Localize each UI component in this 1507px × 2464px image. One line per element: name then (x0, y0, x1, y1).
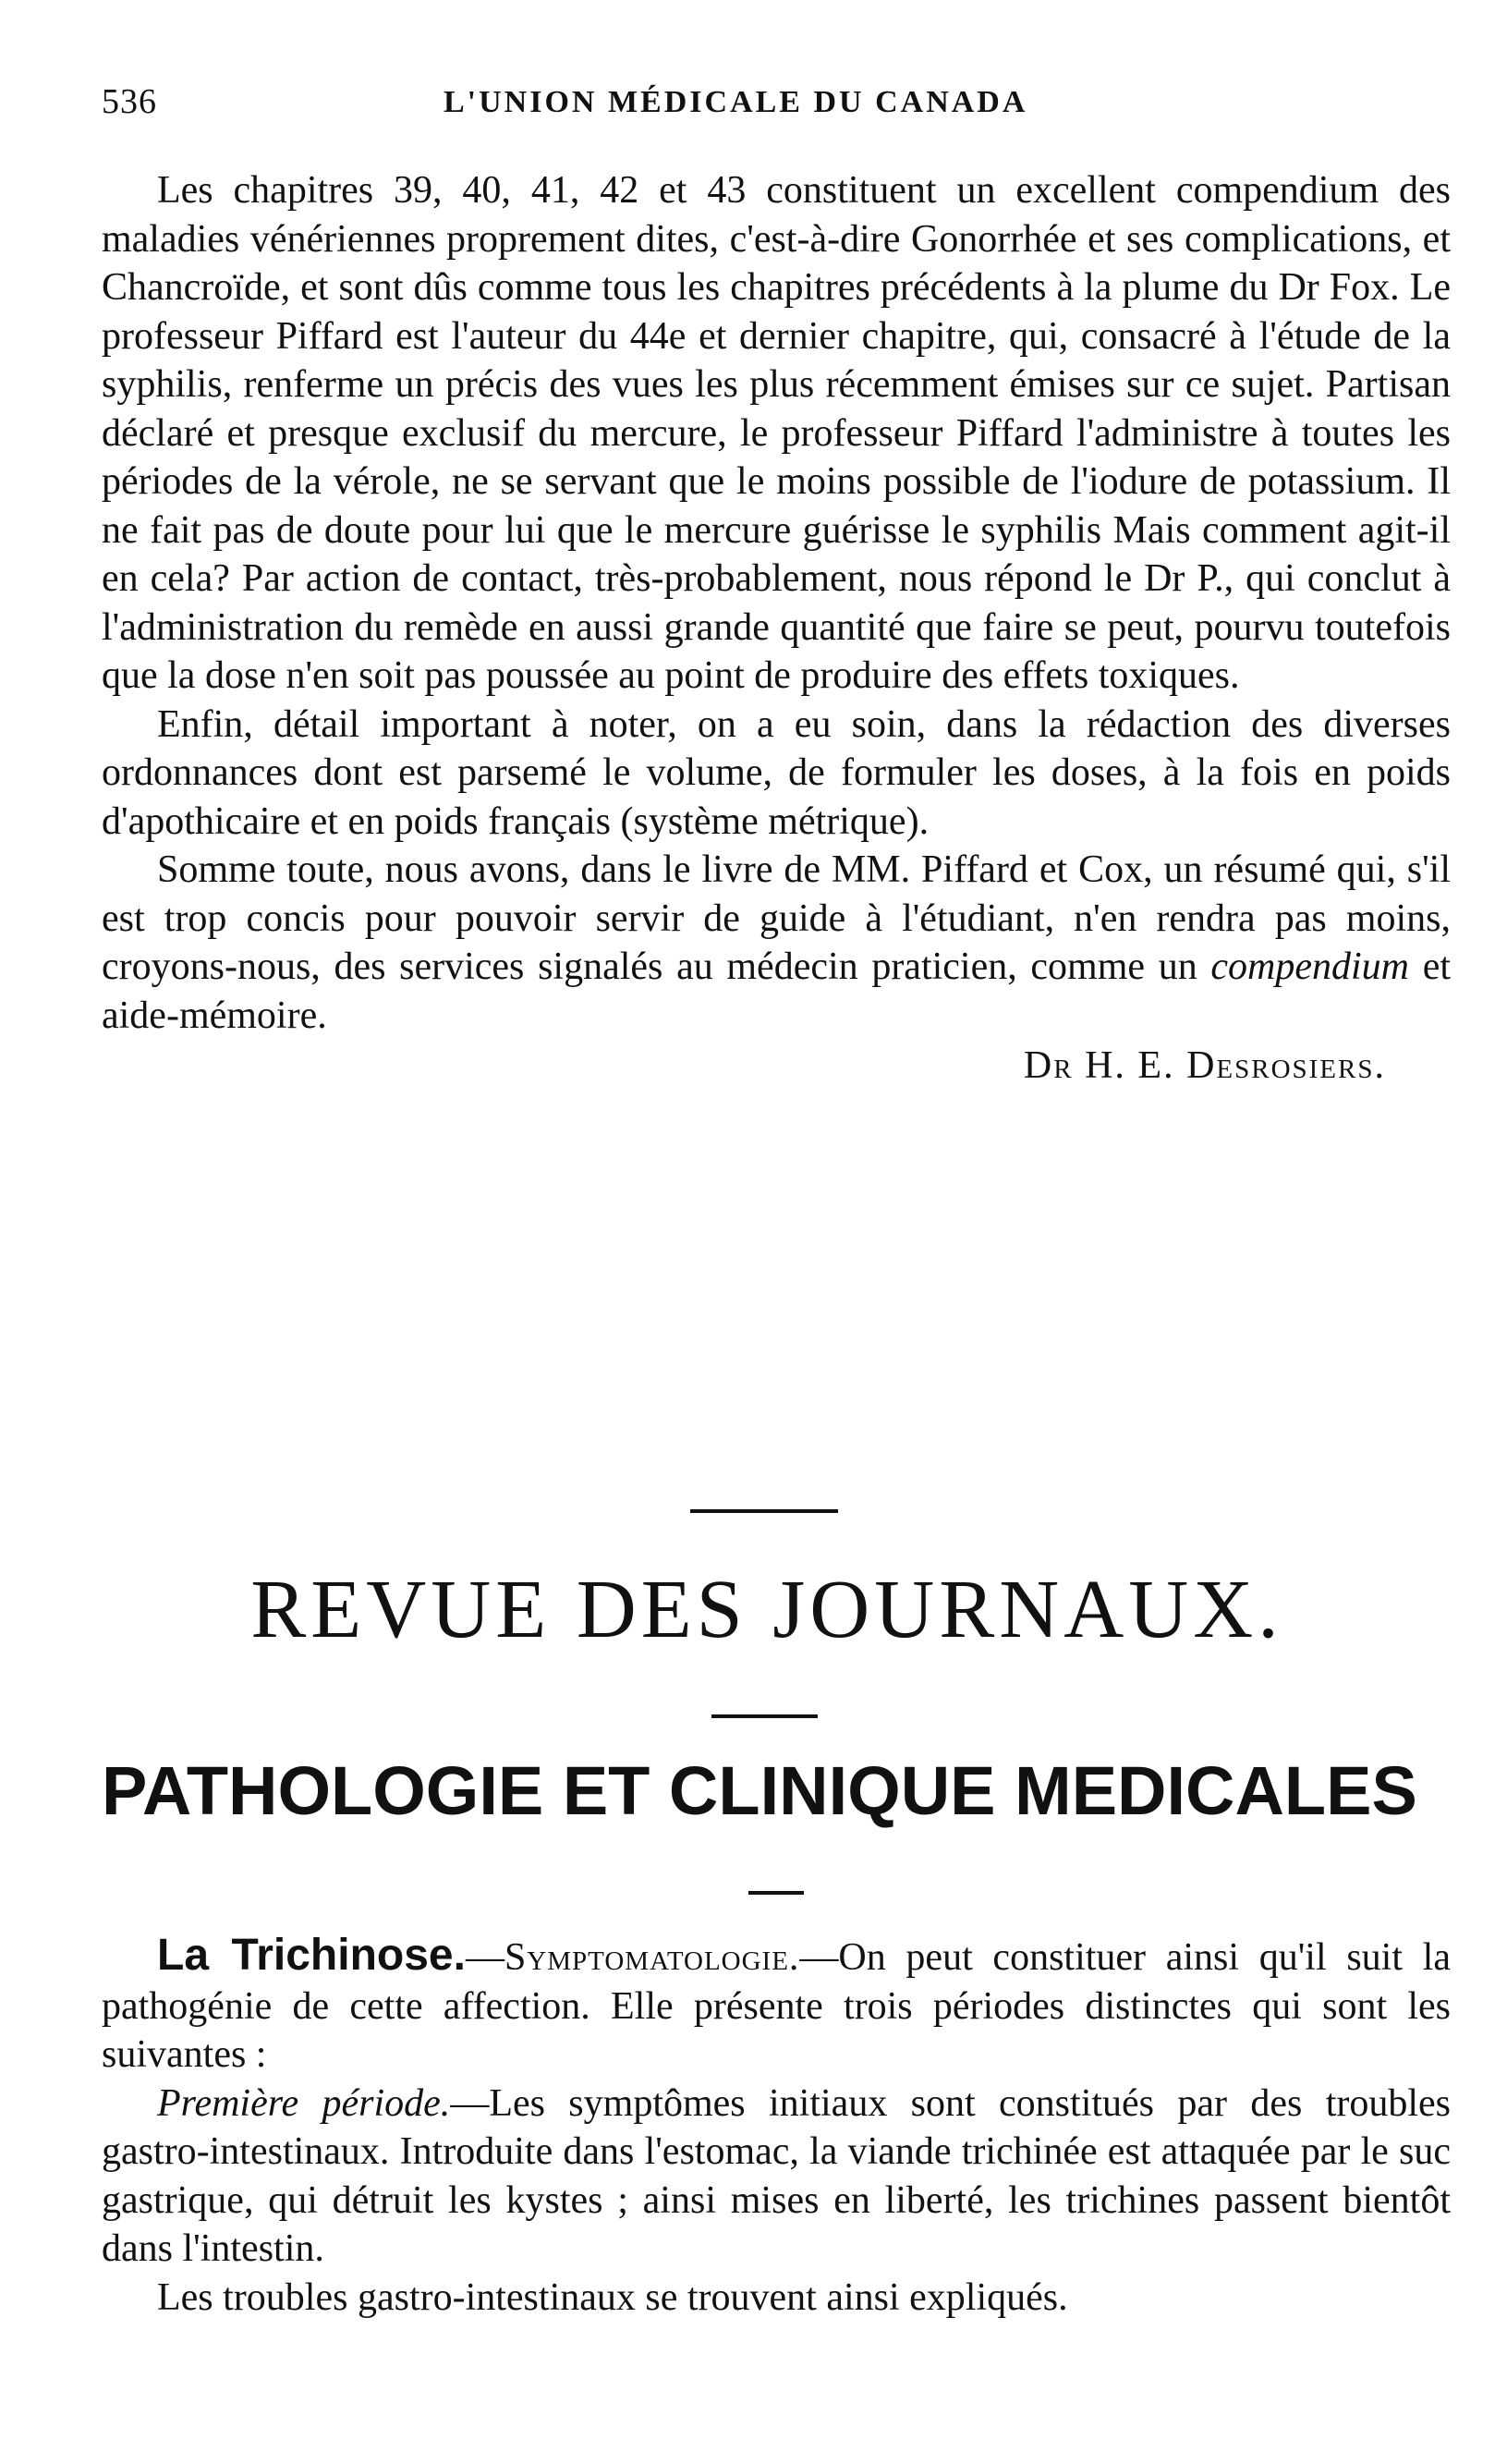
author-signature: Dr H. E. Desrosiers. (1023, 1044, 1386, 1087)
article-text-run: —Les symptômes initiaux sont constitués par des troubles gastro-intestinaux. Introduite dans l'estomac, la viande trichinée est attaquée par le suc gastrique, qui détruit les kystes ; ainsi mises en liberté, les trichines passent bientôt dans l'intestin. (102, 2081, 1452, 2270)
journal-title: L'UNION MÉDICALE DU CANADA (444, 85, 1028, 119)
page-number: 536 (102, 82, 157, 121)
subsection-title: PATHOLOGIE ET CLINIQUE MEDICALES (102, 1752, 1417, 1829)
article-paragraph (102, 1932, 1451, 2080)
em-dash: — (465, 1936, 504, 1979)
article-text (102, 1932, 1451, 2322)
divider-rule (748, 1891, 804, 1895)
article-title: La Trichinose. (157, 1931, 466, 1980)
section-title: REVUE DES JOURNAUX. (250, 1564, 1283, 1655)
article-paragraph (102, 2080, 1451, 2274)
italic-term: compendium (1210, 945, 1410, 988)
period-label: Première période. (157, 2081, 451, 2125)
review-paragraph: Les chapitres 39, 40, 41, 42 et 43 constituent un excellent compendium des maladies vénériennes proprement dites, c'est-à-dire Gonorrhée et ses complications, et Chancroïde, et sont dûs comme tous les chapitres précédents à la plume du Dr Fox. Le professeur Piffard est l'auteur du 44e et dernier chapitre, qui, consacré à l'étude de la syphilis, renferme un précis des vues les plus récemment émises sur ce sujet. Partisan déclaré et presque exclusif du mercure, le professeur Piffard l'administre à toutes les périodes de la vérole, ne se servant que le moins possible de l'iodure de potassium. Il ne fait pas de doute pour lui que le mercure guérisse le syphilis Mais comment agit-il en cela? Par action de contact, très-probablement, nous répond le Dr P., qui conclut à l'administration du remède en aussi grande quantité que faire se peut, pourvu toutefois que la dose n'en soit pas poussée au point de produire des effets toxiques. (102, 169, 1451, 697)
article-subtitle: Symptomatologie. (504, 1936, 800, 1979)
book-review-text (102, 166, 1451, 1091)
running-head (102, 81, 1432, 128)
review-text: et aide-mémoire. (102, 945, 1452, 1037)
review-text: Somme toute, nous avons, dans le livre de MM. Piffard et Cox, un résumé qui, s'il est trop concis pour pouvoir servir de guide à l'étudiant, n'en rendra pas moins, croyons-nous, des services signalés au médecin praticien, comme un (102, 848, 1451, 988)
review-paragraph (102, 846, 1451, 1040)
article-paragraph: Les troubles gastro-intestinaux se trouvent ainsi expliqués. (157, 2275, 1068, 2319)
divider-rule (711, 1714, 818, 1718)
review-paragraph: Enfin, détail important à noter, on a eu soin, dans la rédaction des diverses ordonnances dont est parsemé le volume, de formuler les doses, à la fois en poids d'apothicaire et en poids français (système métrique). (102, 702, 1451, 843)
article-text-run: —On peut constituer ainsi qu'il suit la pathogénie de cette affection. Elle présente trois périodes distinctes qui sont les suivantes : (102, 1936, 1451, 2076)
divider-rule (690, 1509, 838, 1513)
